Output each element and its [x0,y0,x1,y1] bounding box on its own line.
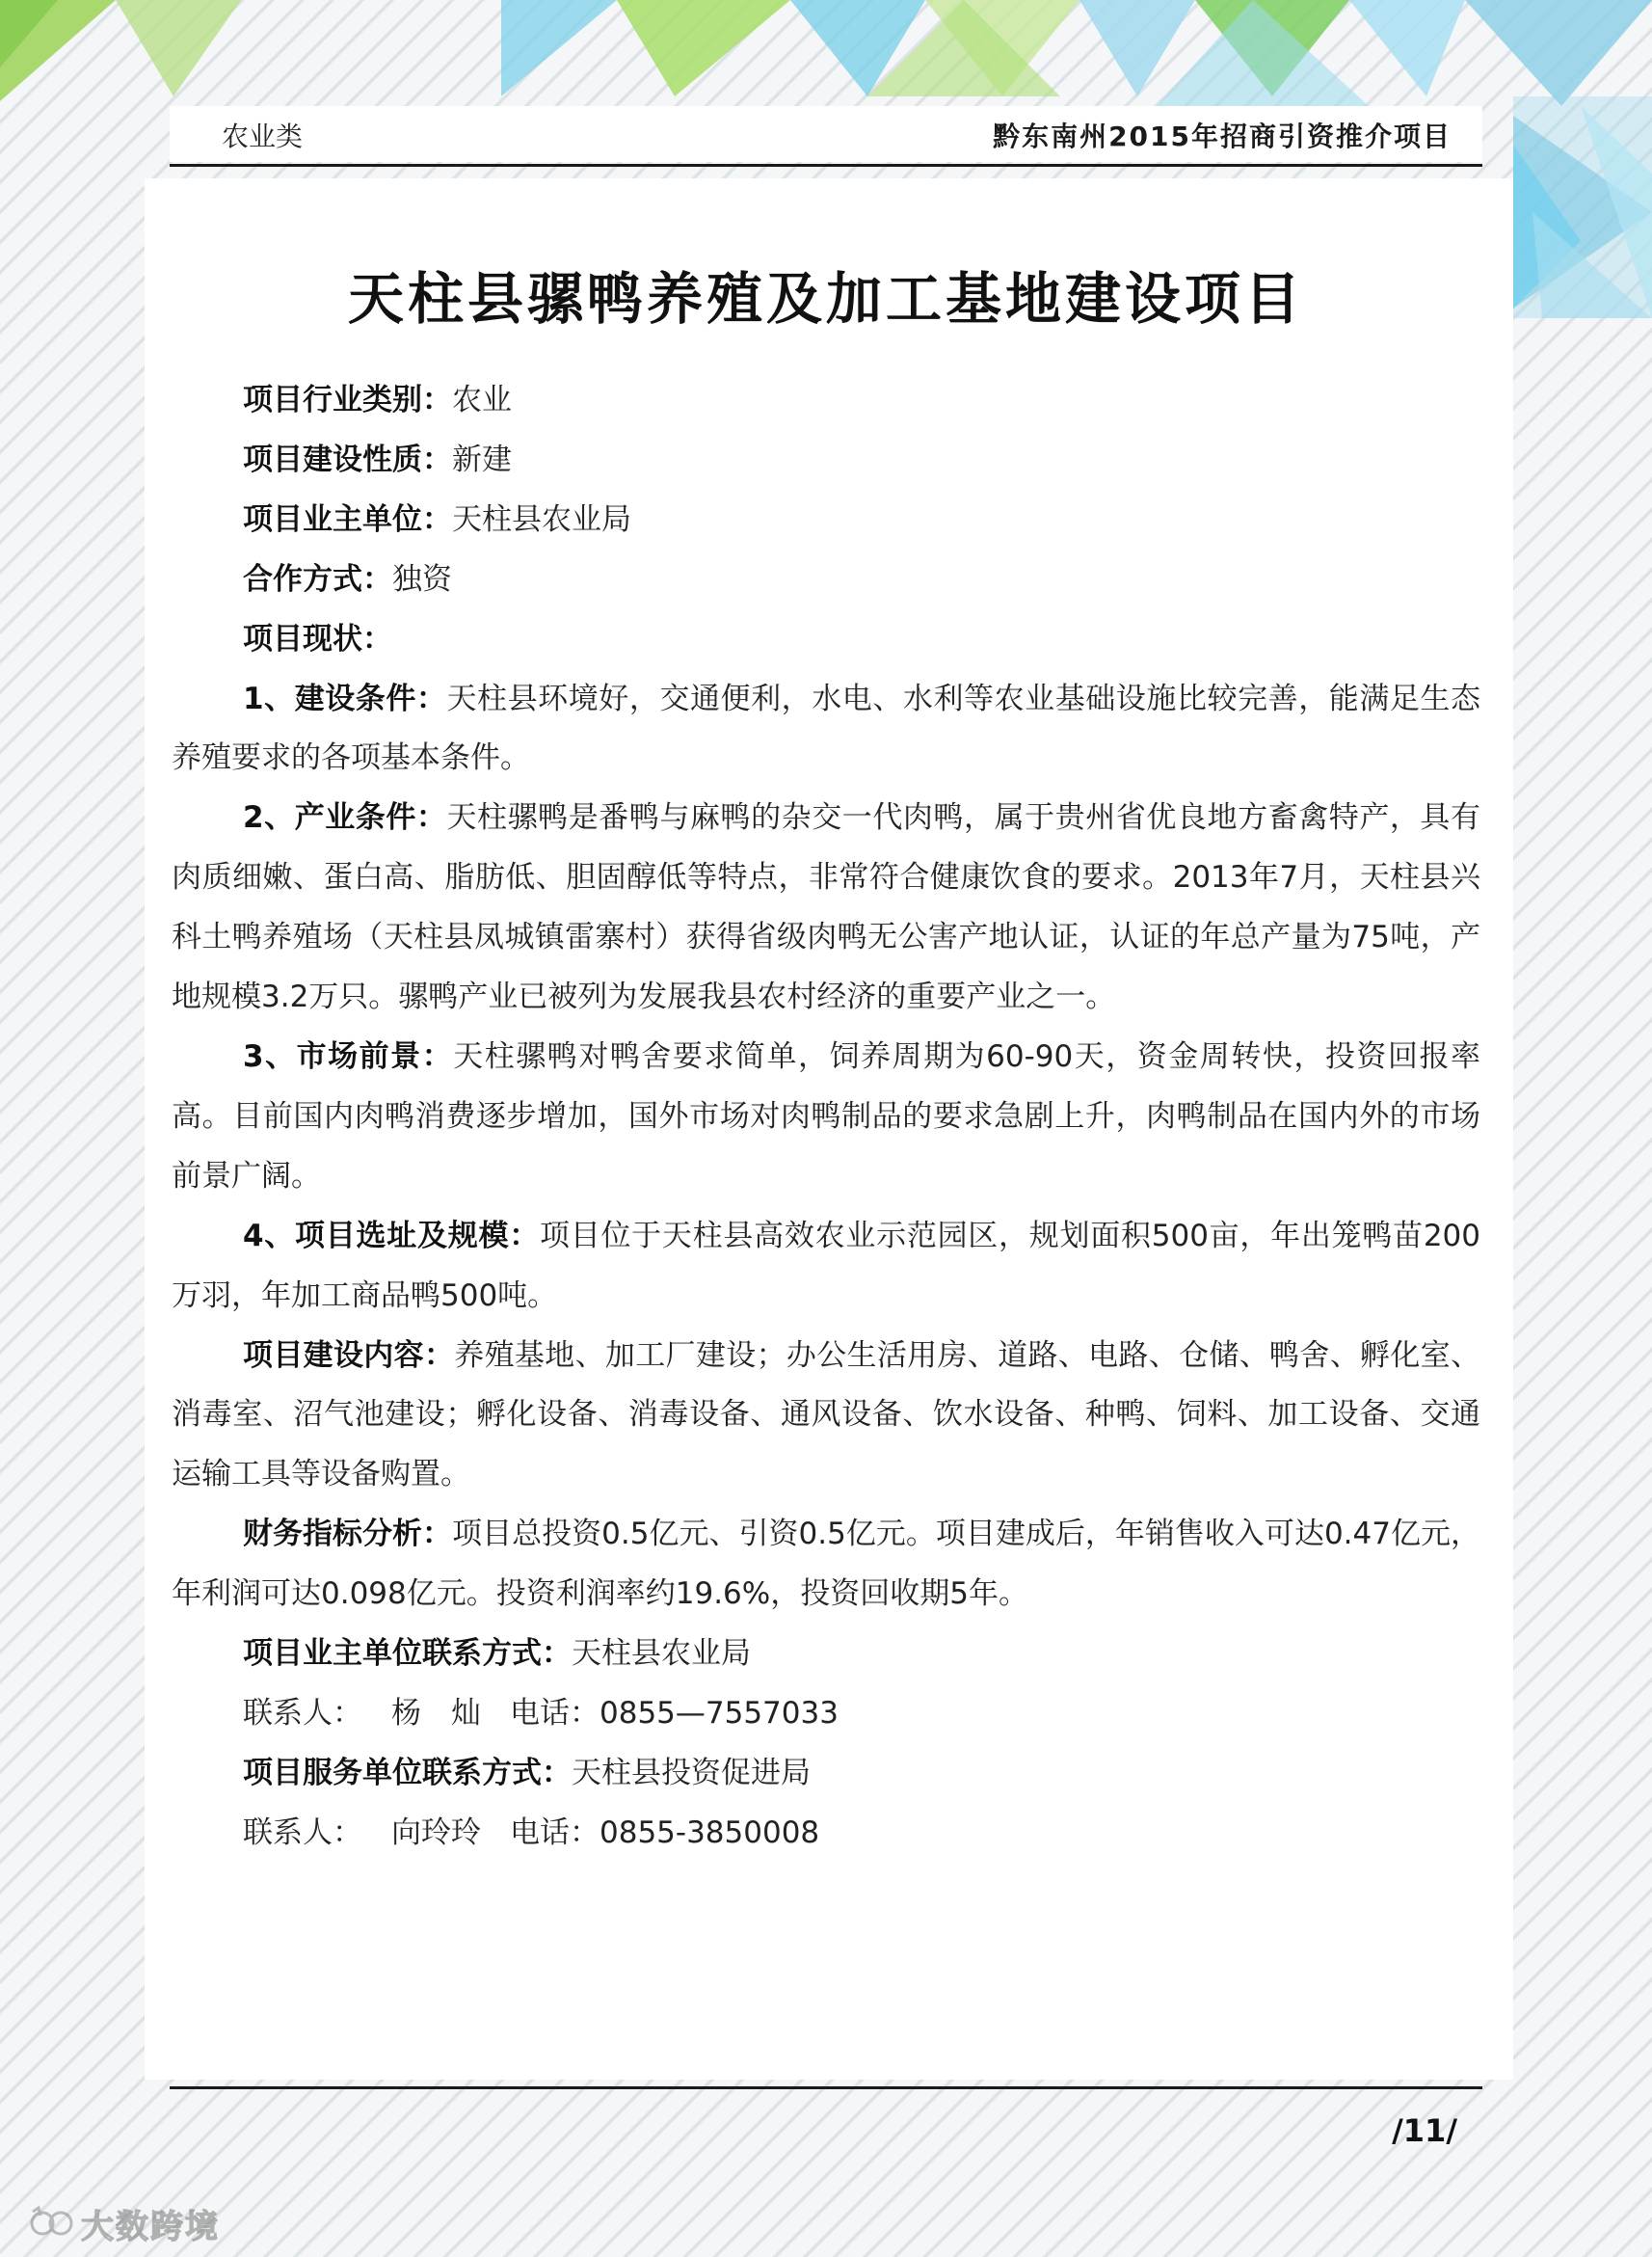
section-construction-conditions [172,670,1480,790]
section-industry-conditions [172,789,1480,1028]
publication-title: 黔东南州2015年招商引资推介项目 [993,121,1452,152]
section-text: 天柱骡鸭对鸭舍要求简单，饲养周期为60-90天，资金周转快，投资回报率高。目前国内肉鸭消费逐步增加，国外市场对肉鸭制品的要求急剧上升，肉鸭制品在国内外的市场前景广阔。 [172,1038,1480,1194]
header-rule [170,164,1482,167]
phone-label: 电话： [510,1814,600,1850]
field-label: 项目现状： [243,621,392,657]
field-value: 新建 [452,442,512,477]
section-text: 项目总投资0.5亿元、引资0.5亿元。项目建成后，年销售收入可达0.47亿元，年利润可达0.098亿元。投资利润率约19.6%，投资回收期5年。 [172,1517,1481,1612]
section-label: 项目建设内容： [243,1337,455,1373]
field-label: 项目建设性质： [243,442,452,477]
field-label: 合作方式： [243,561,392,597]
section-text: 项目位于天柱县高效农业示范园区，规划面积500亩，年出笼鸭苗200万羽，年加工商品鸭500吨。 [172,1218,1480,1313]
watermark-icon [29,2204,75,2243]
section-label: 4、项目选址及规模： [243,1218,540,1253]
watermark-text: 大数跨境 [81,2207,220,2246]
person-name: 向玲玲 [391,1814,481,1850]
contact-value: 天柱县农业局 [572,1636,751,1672]
field-value: 农业 [452,383,512,417]
category-label: 农业类 [222,121,304,152]
field-value: 天柱县农业局 [452,501,631,537]
document-body [172,371,1480,1864]
owner-contact-person [172,1684,1480,1744]
phone-label: 电话： [510,1695,600,1731]
section-text: 养殖基地、加工厂建设；办公生活用房、道路、电路、仓储、鸭舍、孵化室、消毒室、沼气池建设；孵化设备、消毒设备、通风设备、饮水设备、种鸭、饲料、加工设备、交通运输工具等设备购置。 [172,1337,1481,1492]
section-market-outlook [172,1028,1480,1207]
section-label: 2、产业条件： [243,800,447,836]
contact-label: 项目服务单位联系方式： [243,1755,572,1790]
section-label: 1、建设条件： [243,681,447,716]
contact-value: 天柱县投资促进局 [572,1755,811,1790]
watermark-logo [29,2197,220,2249]
person-label: 联系人： [243,1695,362,1731]
page-title: 天柱县骡鸭养殖及加工基地建设项目 [347,266,1304,332]
phone-number: 0855-3850008 [600,1814,820,1850]
section-text: 天柱骡鸭是番鸭与麻鸭的杂交一代肉鸭，属于贵州省优良地方畜禽特产，具有肉质细嫩、蛋白高、脂肪低、胆固醇低等特点，非常符合健康饮食的要求。2013年7月，天柱县兴科土鸭养殖场（天柱县凤城镇雷寨村）获得省级肉鸭无公害产地认证，认证的年总产量为75吨，产地规模3.2万只。骡鸭产业已被列为发展我县农村经济的重要产业之一。 [172,800,1480,1015]
page-number: /11/ [1392,2112,1457,2149]
section-label: 财务指标分析： [243,1517,453,1552]
field-nature [172,431,1480,491]
section-text: 天柱县环境好，交通便利，水电、水利等农业基础设施比较完善，能满足生态养殖要求的各项基本条件。 [172,681,1480,776]
field-owner [172,491,1480,551]
section-label: 3、市场前景： [243,1038,454,1074]
section-construction-content [172,1327,1480,1506]
field-value: 独资 [392,561,452,597]
field-label: 项目行业类别： [243,383,452,417]
section-financial-analysis [172,1505,1480,1625]
person-name: 杨 灿 [391,1695,481,1731]
person-label: 联系人： [243,1814,362,1850]
phone-number: 0855—7557033 [600,1695,839,1731]
field-status [172,610,1480,670]
service-contact-person [172,1804,1480,1864]
footer-rule [170,2086,1482,2089]
owner-contact [172,1625,1480,1684]
field-label: 项目业主单位： [243,501,452,537]
section-site-scale [172,1207,1480,1327]
field-industry [172,371,1480,431]
service-contact [172,1744,1480,1804]
contact-label: 项目业主单位联系方式： [243,1636,572,1672]
field-cooperation [172,551,1480,610]
